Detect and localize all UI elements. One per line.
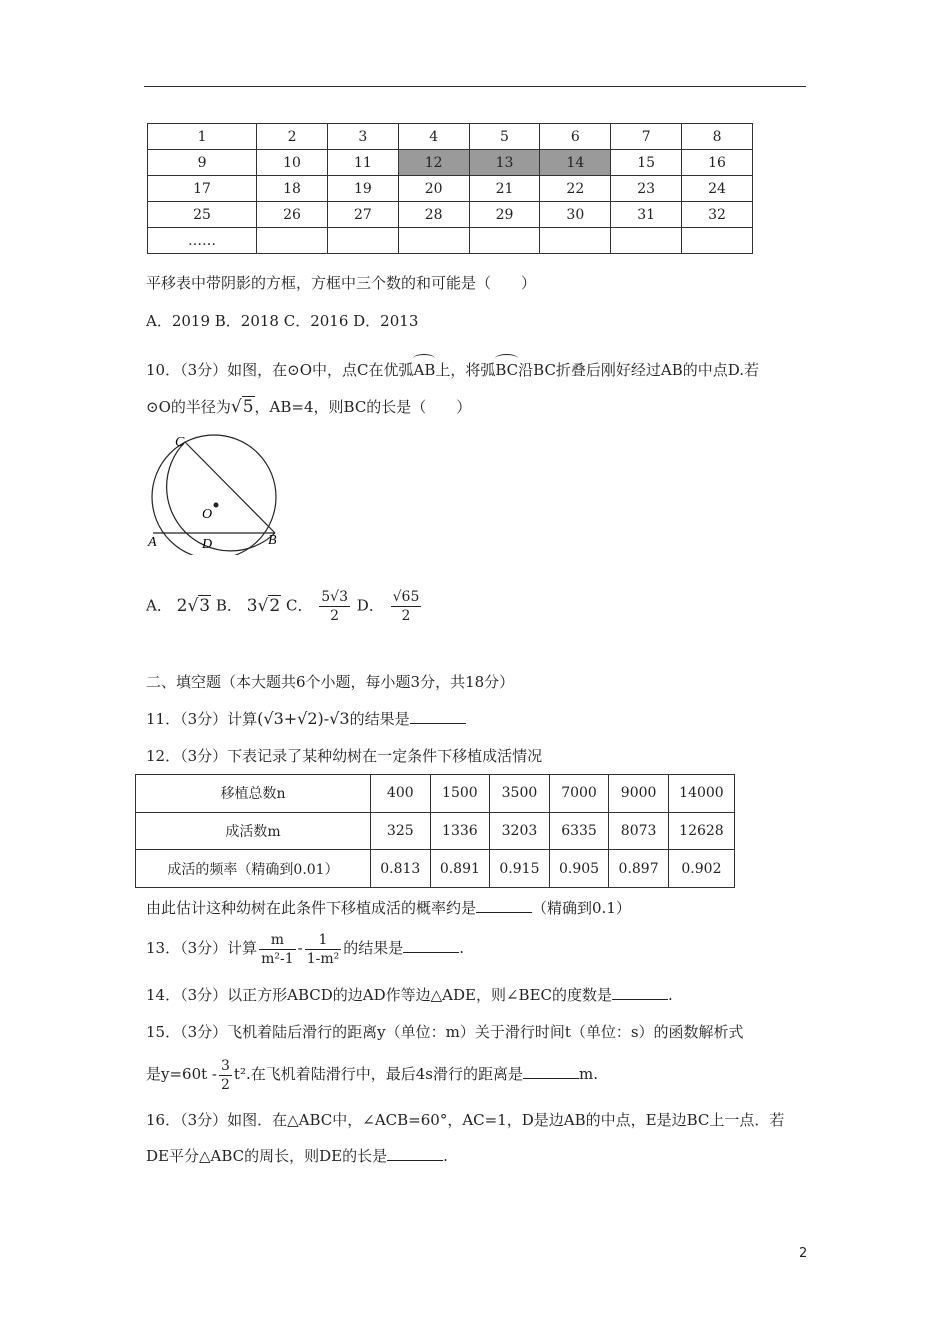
row-header-cell: 成活的频率（精确到0.01）	[136, 850, 371, 888]
table-cell: 0.915	[490, 850, 550, 888]
q13-fraction-1	[259, 931, 296, 968]
q13-prefix: 13．（3分）计算	[146, 939, 258, 957]
q10-suffix: 沿BC折叠后刚好经过AB的中点D.若	[518, 361, 760, 379]
opt-a-label: A．	[146, 596, 172, 615]
q16-answer-blank[interactable]	[387, 1146, 443, 1161]
opt-c-fraction	[319, 588, 350, 625]
arc-bc: BC	[495, 356, 518, 380]
q14-prefix: 14．（3分）以正方形ABCD的边AD作等边△ADE，则∠BEC的度数是	[146, 986, 612, 1004]
grid-cell: 22	[540, 176, 611, 202]
q11-expr: (√3+√2)-√3	[257, 709, 350, 728]
opt-a-rad: 3	[199, 595, 211, 616]
grid-cell: 17	[148, 176, 257, 202]
grid-cell: 12	[398, 150, 469, 176]
grid-cell: 31	[611, 202, 682, 228]
q12-after	[146, 898, 631, 918]
grid-cell: 14	[540, 150, 611, 176]
q9-options: A．2019 B．2018 C．2016 D．2013	[146, 312, 419, 330]
table-cell: 14000	[668, 775, 734, 813]
row-header-cell: 成活数m	[136, 812, 371, 850]
label-o: O	[202, 507, 213, 522]
grid-cell	[398, 228, 469, 254]
q12-text: 12．（3分）下表记录了某种幼树在一定条件下移植成活情况	[146, 747, 543, 765]
table-cell: 7000	[549, 775, 609, 813]
table-cell: 3203	[490, 812, 550, 850]
opt-d-num: √65	[392, 589, 420, 605]
opt-c-den: 2	[330, 608, 340, 624]
grid-cell: 23	[611, 176, 682, 202]
q12-after-suffix: （精确到0.1）	[532, 899, 631, 917]
q15-line2	[146, 1052, 598, 1096]
label-c: C	[175, 435, 185, 450]
table-cell: 0.897	[609, 850, 669, 888]
q9-text: 平移表中带阴影的方框，方框中三个数的和可能是（ ）	[146, 274, 537, 292]
grid-cell: 9	[148, 150, 257, 176]
q13-f2-num: 1	[305, 931, 342, 950]
opt-d-label: D．	[356, 596, 384, 615]
opt-b-value: 3√2	[246, 595, 281, 616]
q15-answer-blank[interactable]	[523, 1064, 579, 1079]
table-row	[136, 850, 735, 888]
grid-cell	[540, 228, 611, 254]
q13-f2-den: 1-m²	[306, 950, 340, 967]
grid-cell: 5	[469, 124, 540, 150]
grid-row	[148, 176, 753, 202]
table-cell: 3500	[490, 775, 550, 813]
grid-cell: 8	[682, 124, 753, 150]
q11-prefix: 11．（3分）计算	[146, 710, 258, 728]
q15-num: 3	[221, 1057, 230, 1074]
grid-cell	[682, 228, 753, 254]
chord-bc	[185, 442, 275, 533]
grid-cell: 1	[148, 124, 257, 150]
grid-cell: 29	[469, 202, 540, 228]
q13-minus: -	[297, 939, 303, 957]
q13-end: .	[459, 939, 465, 957]
grid-cell	[257, 228, 328, 254]
q16-line2	[146, 1146, 448, 1166]
opt-d-den: 2	[401, 608, 411, 624]
opt-b-coef: 3	[246, 595, 258, 616]
q14-answer-blank[interactable]	[612, 985, 668, 1000]
folded-arc	[167, 442, 275, 551]
table-cell: 400	[371, 775, 431, 813]
header-rule	[144, 86, 806, 87]
q12-after-prefix: 由此估计这种幼树在此条件下移植成活的概率约是	[146, 899, 477, 917]
table-cell: 1500	[430, 775, 490, 813]
q16-line1: 16．（3分）如图．在△ABC中，∠ACB=60°，AC=1，D是边AB的中点，E是边BC上一点．若	[146, 1111, 785, 1129]
opt-b-label: B．	[215, 596, 242, 615]
q10-prefix: 10．（3分）如图，在⊙O中，点C在优弧	[146, 361, 414, 379]
radius-value: 5	[242, 397, 254, 417]
q10-line1	[146, 356, 759, 380]
q13-fraction-2	[305, 931, 342, 968]
grid-cell: 18	[257, 176, 328, 202]
grid-cell: 7	[611, 124, 682, 150]
q13	[146, 926, 464, 970]
label-b: B	[268, 533, 277, 548]
table-cell: 0.902	[668, 850, 734, 888]
circle-o	[152, 435, 276, 555]
q15-mid: t².在飞机着陆滑行中，最后4s滑行的距离是	[233, 1065, 523, 1083]
table-cell: 0.813	[371, 850, 431, 888]
grid-cell: 16	[682, 150, 753, 176]
opt-c-num: 5√3	[321, 589, 349, 605]
grid-cell: 25	[148, 202, 257, 228]
q13-answer-blank[interactable]	[403, 938, 459, 953]
q15-prefix: 是y=60t -	[146, 1065, 217, 1083]
q13-suffix: 的结果是	[343, 939, 404, 957]
grid-cell: 30	[540, 202, 611, 228]
center-dot	[214, 503, 219, 508]
q14	[146, 985, 673, 1005]
q16-prefix: DE平分△ABC的周长，则DE的长是	[146, 1147, 388, 1165]
grid-row	[148, 202, 753, 228]
grid-cell: 19	[327, 176, 398, 202]
q11-suffix: 的结果是	[349, 710, 410, 728]
arc-ab: AB	[413, 356, 435, 380]
grid-cell: 4	[398, 124, 469, 150]
table-cell: 8073	[609, 812, 669, 850]
q10-line2-suffix: ，AB=4，则BC的长是（ ）	[254, 398, 472, 416]
opt-c-label: C．	[286, 596, 313, 615]
circle-figure	[140, 430, 290, 555]
grid-cell: 21	[469, 176, 540, 202]
row-header-cell: 移植总数n	[136, 775, 371, 813]
opt-d-fraction	[391, 588, 422, 625]
grid-cell: 28	[398, 202, 469, 228]
survival-table	[135, 774, 735, 888]
opt-a-coef: 2	[176, 595, 188, 616]
grid-row	[148, 150, 753, 176]
grid-cell: 11	[327, 150, 398, 176]
page-number: 2	[799, 1246, 808, 1261]
q16-end: .	[443, 1147, 448, 1165]
grid-cell: 2	[257, 124, 328, 150]
q13-f1-den: m²-1	[261, 950, 294, 967]
q11-answer-blank[interactable]	[410, 709, 466, 724]
q12-answer-blank[interactable]	[476, 898, 532, 913]
table-cell: 0.891	[430, 850, 490, 888]
q11	[146, 709, 466, 729]
opt-b-rad: 2	[269, 595, 281, 616]
grid-cell: 10	[257, 150, 328, 176]
q14-end: .	[668, 986, 673, 1004]
q10-line2-prefix: ⊙O的半径为	[146, 398, 231, 416]
label-d: D	[202, 537, 213, 552]
table-cell: 9000	[609, 775, 669, 813]
grid-cell: 13	[469, 150, 540, 176]
q10-mid: 上，将弧	[435, 361, 496, 379]
grid-cell: 3	[327, 124, 398, 150]
grid-row	[148, 228, 753, 254]
number-grid-table	[147, 123, 753, 254]
grid-cell: 6	[540, 124, 611, 150]
q15-line1: 15．（3分）飞机着陆后滑行的距离y（单位：m）关于滑行时间t（单位：s）的函数解析式	[146, 1023, 744, 1041]
grid-cell: 24	[682, 176, 753, 202]
table-row	[136, 775, 735, 813]
grid-cell: 26	[257, 202, 328, 228]
q13-f1-num: m	[259, 931, 296, 950]
grid-cell: 15	[611, 150, 682, 176]
grid-cell	[327, 228, 398, 254]
table-cell: 1336	[430, 812, 490, 850]
grid-row	[148, 124, 753, 150]
grid-cell	[469, 228, 540, 254]
label-a: A	[148, 535, 157, 550]
section-title: 二、填空题（本大题共6个小题，每小题3分，共18分）	[146, 673, 515, 691]
radius-sqrt: √5	[230, 397, 254, 417]
q15-fraction	[219, 1057, 232, 1094]
q15-den: 2	[221, 1076, 230, 1093]
table-cell: 0.905	[549, 850, 609, 888]
q10-options	[146, 588, 423, 625]
grid-cell: 27	[327, 202, 398, 228]
grid-cell	[611, 228, 682, 254]
grid-cell: 32	[682, 202, 753, 228]
q10-line2	[146, 397, 471, 417]
q15-end: m.	[578, 1065, 598, 1083]
grid-cell: ……	[148, 228, 257, 254]
grid-cell: 20	[398, 176, 469, 202]
table-row	[136, 812, 735, 850]
opt-a-value: 2√3	[176, 595, 211, 616]
table-cell: 6335	[549, 812, 609, 850]
table-cell: 325	[371, 812, 431, 850]
table-cell: 12628	[668, 812, 734, 850]
